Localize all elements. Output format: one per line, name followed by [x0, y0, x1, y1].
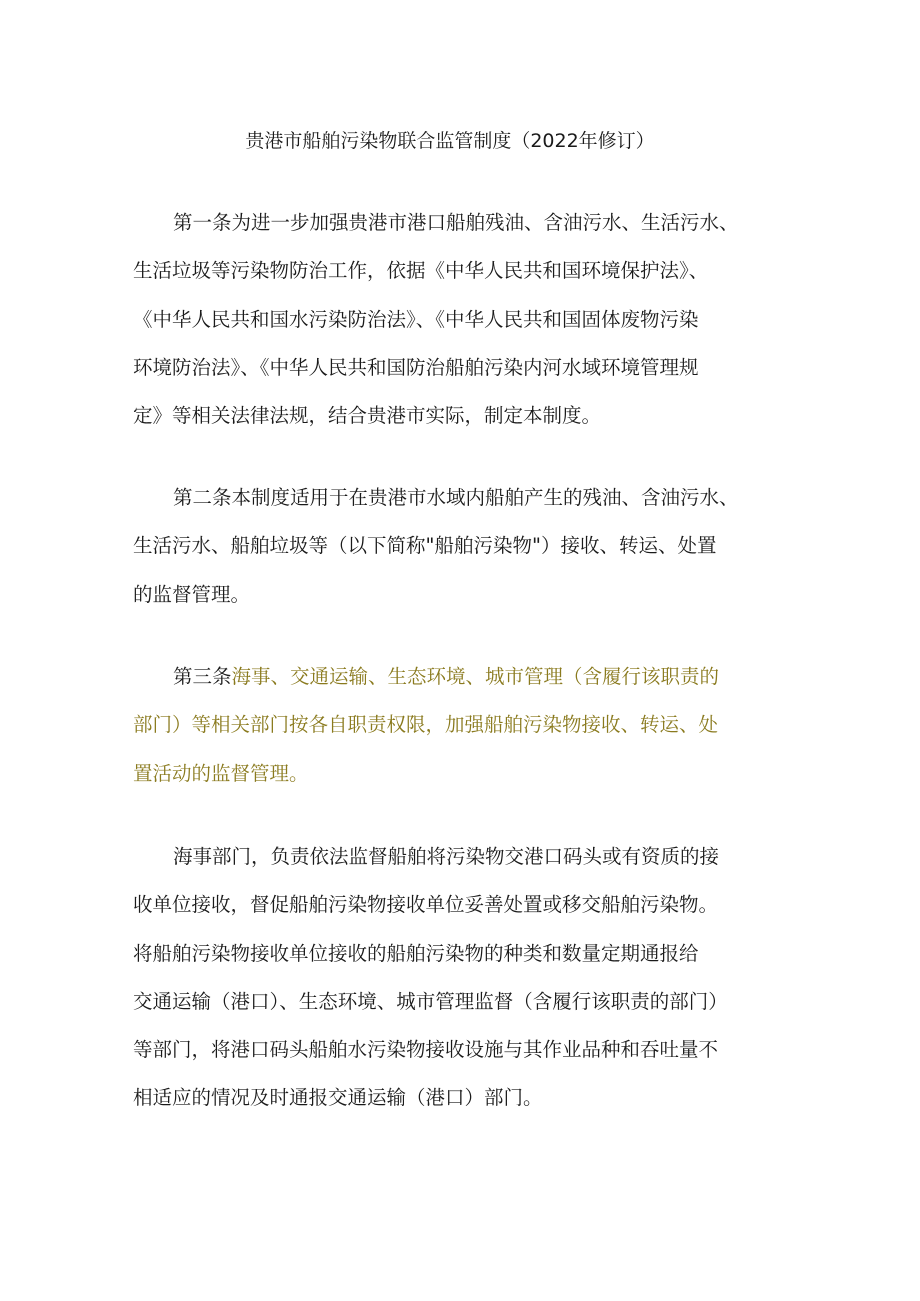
paragraph-line: 收单位接收，督促船舶污染物接收单位妥善处置或移交船舶污染物。: [133, 893, 719, 917]
paragraph-line: 定》等相关法律法规，结合贵港市实际，制定本制度。: [133, 404, 602, 428]
paragraph-line: 生活垃圾等污染物防治工作，依据《中华人民共和国环境保护法》、: [133, 259, 709, 283]
article-2-paragraph: [133, 474, 793, 619]
highlighted-text: 部门）等相关部门按各自职责权限，加强船舶污染物接收、转运、处: [133, 713, 719, 737]
paragraph-line: 的监督管理。: [133, 582, 251, 606]
article-1-paragraph: [133, 199, 793, 440]
maritime-dept-paragraph: [133, 833, 793, 1123]
paragraph-line: 将船舶污染物接收单位接收的船舶污染物的种类和数量定期通报给: [133, 941, 699, 965]
article-3-paragraph: [133, 653, 793, 798]
highlighted-text: 置活动的监督管理。: [133, 761, 309, 785]
paragraph-line: 海事部门，负责依法监督船舶将污染物交港口码头或有资质的接: [173, 845, 720, 868]
paragraph-line: 《中华人民共和国水污染防治法》、《中华人民共和国固体废物污染: [133, 307, 699, 331]
article-label: 第三条: [173, 665, 232, 688]
paragraph-line: 相适应的情况及时通报交通运输（港口）部门。: [133, 1086, 543, 1110]
document-title: 贵港市船舶污染物联合监管制度（2022年修订）: [245, 130, 655, 152]
paragraph-line: 交通运输（港口）、生态环境、城市管理监督（含履行该职责的部门）: [133, 989, 728, 1013]
highlighted-text: 海事、交通运输、生态环境、城市管理（含履行该职责的: [231, 665, 720, 688]
paragraph-line: [133, 653, 793, 701]
paragraph-line: 生活污水、船舶垃圾等（以下简称"船舶污染物"）接收、转运、处置: [133, 534, 717, 558]
paragraph-line: 等部门，将港口码头船舶水污染物接收设施与其作业品种和吞吐量不: [133, 1038, 719, 1062]
paragraph-line: 第二条本制度适用于在贵港市水域内船舶产生的残油、含油污水、: [173, 486, 739, 509]
paragraph-line: 环境防治法》、《中华人民共和国防治船舶污染内河水域环境管理规: [133, 355, 699, 379]
paragraph-line: 第一条为进一步加强贵港市港口船舶残油、含油污水、生活污水、: [173, 211, 739, 234]
